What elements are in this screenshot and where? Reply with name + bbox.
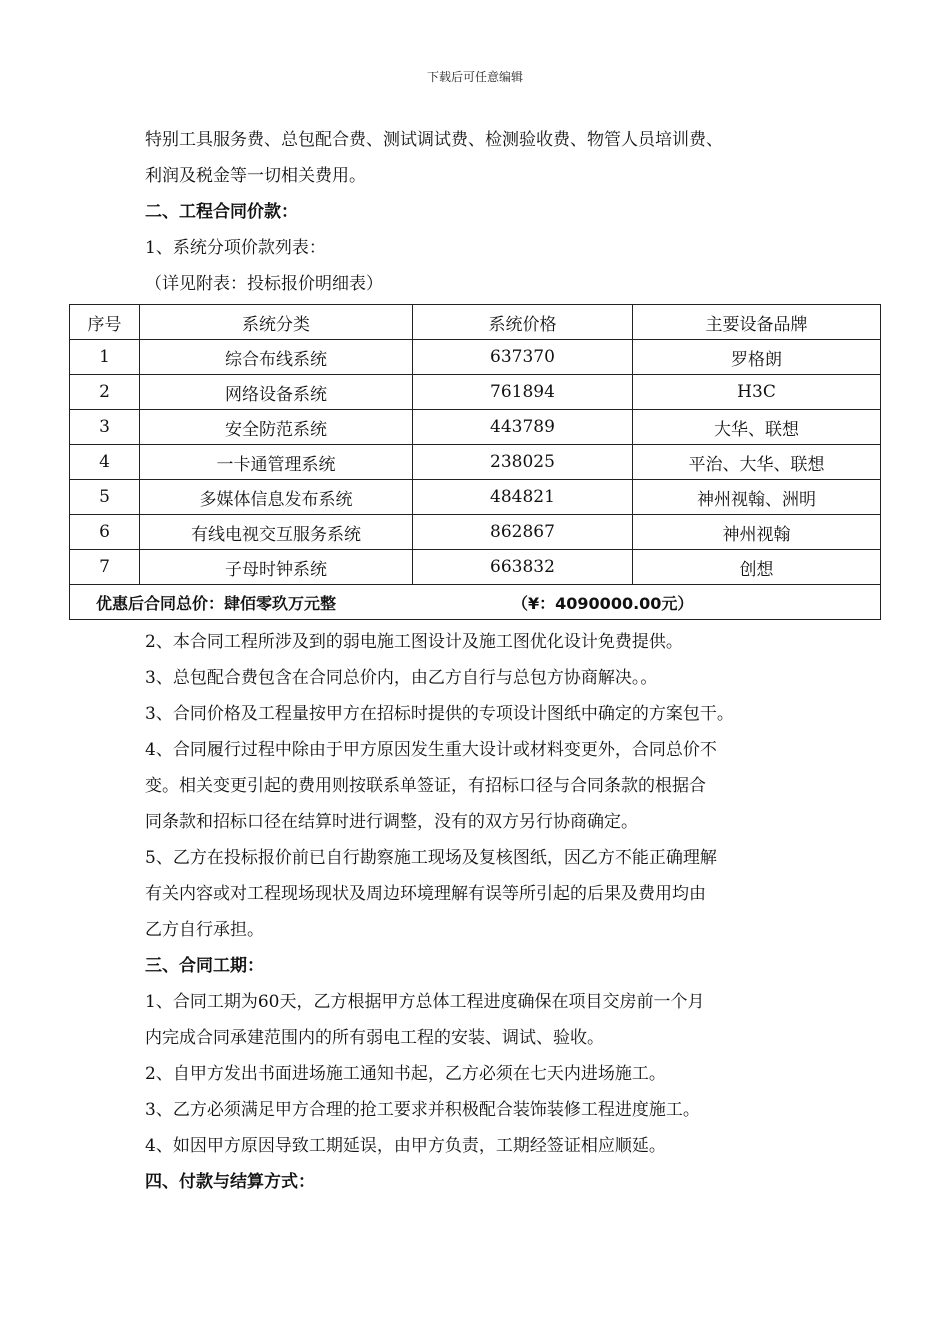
table-cell: 443789 — [413, 410, 633, 445]
table-cell: 7 — [70, 550, 140, 585]
table-cell: 637370 — [413, 340, 633, 375]
page-header: 下载后可任意编辑 — [426, 70, 523, 84]
table-row — [70, 515, 881, 550]
table-cell: 1 — [70, 340, 140, 375]
table-cell: 5 — [70, 480, 140, 515]
text-line: 2、自甲方发出书面进场施工通知书起，乙方必须在七天内进场施工。 — [145, 1064, 666, 1084]
text-line: 3、总包配合费包含在合同总价内，由乙方自行与总包方协商解决。。 — [145, 668, 658, 688]
table-cell: H3C — [633, 375, 881, 410]
table-cell: 484821 — [413, 480, 633, 515]
table-cell: 多媒体信息发布系统 — [140, 480, 413, 515]
table-cell: 6 — [70, 515, 140, 550]
table-row — [70, 340, 881, 375]
text-line: 利润及税金等一切相关费用。 — [145, 166, 366, 186]
text-line: 乙方自行承担。 — [145, 920, 264, 940]
table-header-cell: 序号 — [70, 305, 140, 340]
table-cell: 238025 — [413, 445, 633, 480]
section-heading: 二、工程合同价款： — [145, 202, 298, 222]
table-total-row — [70, 585, 881, 620]
table-cell: 3 — [70, 410, 140, 445]
table-cell: 761894 — [413, 375, 633, 410]
table-cell: 2 — [70, 375, 140, 410]
table-cell: 创想 — [633, 550, 881, 585]
text-line: 1、系统分项价款列表： — [145, 238, 326, 258]
text-line: 内完成合同承建范围内的所有弱电工程的安装、调试、验收。 — [145, 1028, 604, 1048]
table-cell: 综合布线系统 — [140, 340, 413, 375]
table-cell: 4 — [70, 445, 140, 480]
text-line: 同条款和招标口径在结算时进行调整，没有的双方另行协商确定。 — [145, 812, 638, 832]
total-label: 优惠后合同总价：肆佰零玖万元整 — [96, 593, 337, 613]
table-row — [70, 480, 881, 515]
text-line: 1、合同工期为60天，乙方根据甲方总体工程进度确保在项目交房前一个月 — [145, 992, 705, 1012]
table-cell: 罗格朗 — [633, 340, 881, 375]
table-cell: 平治、大华、联想 — [633, 445, 881, 480]
table-cell: 子母时钟系统 — [140, 550, 413, 585]
table-cell: 大华、联想 — [633, 410, 881, 445]
table-cell: 862867 — [413, 515, 633, 550]
table-header-cell: 系统价格 — [413, 305, 633, 340]
table-cell: 神州视翰、洲明 — [633, 480, 881, 515]
table-total-cell — [70, 585, 881, 620]
table-row — [70, 445, 881, 480]
table-header-cell: 主要设备品牌 — [633, 305, 881, 340]
text-line: 3、乙方必须满足甲方合理的抢工要求并积极配合装饰装修工程进度施工。 — [145, 1100, 700, 1120]
text-line: 有关内容或对工程现场现状及周边环境理解有误等所引起的后果及费用均由 — [145, 884, 706, 904]
table-header-row — [70, 305, 881, 340]
text-line: 3、合同价格及工程量按甲方在招标时提供的专项设计图纸中确定的方案包干。 — [145, 704, 734, 724]
table-row — [70, 410, 881, 445]
table-header-cell: 系统分类 — [140, 305, 413, 340]
table-cell: 一卡通管理系统 — [140, 445, 413, 480]
table-row — [70, 550, 881, 585]
price-table-container — [69, 304, 880, 620]
table-cell: 神州视翰 — [633, 515, 881, 550]
text-line: 特别工具服务费、总包配合费、测试调试费、检测验收费、物管人员培训费、 — [145, 130, 723, 150]
text-line: 2、本合同工程所涉及到的弱电施工图设计及施工图优化设计免费提供。 — [145, 632, 683, 652]
text-line: 4、合同履行过程中除由于甲方原因发生重大设计或材料变更外，合同总价不 — [145, 740, 717, 760]
text-line: 变。相关变更引起的费用则按联系单签证，有招标口径与合同条款的根据合 — [145, 776, 706, 796]
document-body — [87, 122, 835, 1200]
table-row — [70, 375, 881, 410]
text-line: 5、乙方在投标报价前已自行勘察施工现场及复核图纸，因乙方不能正确理解 — [145, 848, 717, 868]
section-heading: 三、合同工期： — [145, 956, 264, 976]
total-amount: （¥：4090000.00元） — [512, 593, 694, 613]
table-cell: 安全防范系统 — [140, 410, 413, 445]
table-cell: 网络设备系统 — [140, 375, 413, 410]
text-line: （详见附表：投标报价明细表） — [145, 274, 383, 294]
price-table — [69, 304, 881, 620]
text-line: 4、如因甲方原因导致工期延误，由甲方负责，工期经签证相应顺延。 — [145, 1136, 666, 1156]
table-cell: 663832 — [413, 550, 633, 585]
section-heading: 四、付款与结算方式： — [145, 1172, 315, 1192]
table-cell: 有线电视交互服务系统 — [140, 515, 413, 550]
